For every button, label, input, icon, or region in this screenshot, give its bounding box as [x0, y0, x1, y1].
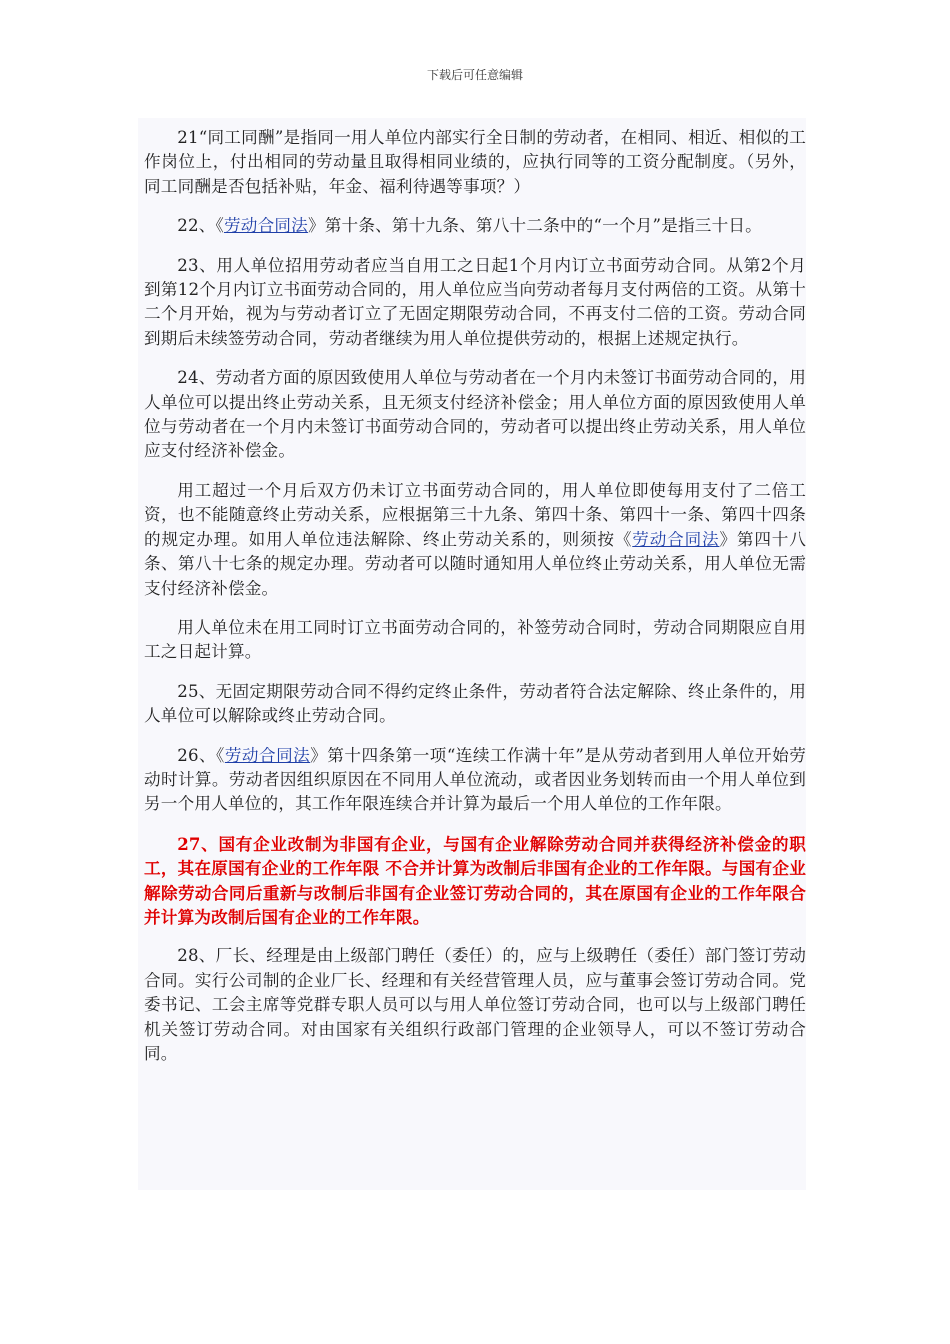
paragraph-22	[144, 214, 806, 238]
paragraph-24b-prefix: 用工超过一个月后双方仍未订立书面劳动合同的，用人单位即使每用支付了二倍工资，也不能随意终止劳动关系，应根据第三十九条、第四十条、第四十一条、第四十四条的规定办理。如用人单位违法解除、终止劳动关系的，则须按《	[144, 480, 806, 549]
paragraph-22-suffix: 》第十条、第十九条、第八十二条中的“一个月”是指三十日。	[307, 216, 762, 236]
labor-contract-law-link[interactable]: 劳动合同法	[224, 216, 308, 236]
paragraph-25: 25、无固定期限劳动合同不得约定终止条件，劳动者符合法定解除、终止条件的，用人单位可以解除或终止劳动合同。	[144, 681, 806, 726]
document-body	[138, 118, 806, 1190]
paragraph-21: 21“同工同酬”是指同一用人单位内部实行全日制的劳动者，在相同、相近、相似的工作岗位上，付出相同的劳动量且取得相同业绩的，应执行同等的工资分配制度。（另外，同工同酬是否包括补贴，年金、福利待遇等事项？）	[144, 128, 806, 196]
paragraph-23: 23、用人单位招用劳动者应当自用工之日起1个月内订立书面劳动合同。从第2个月到第12个月内订立书面劳动合同的，用人单位应当向劳动者每月支付两倍的工资。从第十二个月开始，视为与劳动者订立了无固定期限劳动合同，不再支付二倍的工资。劳动合同到期后未续签劳动合同，劳动者继续为用人单位提供劳动的，根据上述规定执行。	[144, 255, 806, 348]
paragraph-24b-suffix: 》第四十八条、第八十七条的规定办理。劳动者可以随时通知用人单位终止劳动关系，用人单位无需支付经济补偿金。	[144, 529, 807, 598]
paragraph-26-prefix: 26、《	[177, 745, 225, 765]
paragraph-24-supplement: 用人单位未在用工同时订立书面劳动合同的，补签劳动合同时，劳动合同期限应自用工之日起计算。	[144, 617, 806, 662]
paragraph-22-prefix: 22、《	[177, 216, 224, 236]
paragraph-26-suffix: 》第十四条第一项“连续工作满十年”是从劳动者到用人单位开始劳动时计算。劳动者因组织原因在不同用人单位流动，或者因业务划转而由一个用人单位到另一个用人单位的，其工作年限连续合并计算为最后一个用人单位的工作年限。	[144, 745, 807, 814]
paragraph-26	[144, 744, 806, 817]
paragraph-27-highlighted: 27、国有企业改制为非国有企业，与国有企业解除劳动合同并获得经济补偿金的职工，其在原国有企业的工作年限 不合并计算为改制后非国有企业的工作年限。与国有企业解除劳动合同后重新与改制后非国有企业签订劳动合同的，其在原国有企业的工作年限合并计算为改制后国有企业的工作年限。	[144, 833, 806, 927]
paragraph-24-continued	[144, 479, 806, 601]
labor-contract-law-link[interactable]: 劳动合同法	[224, 745, 311, 765]
labor-contract-law-link[interactable]: 劳动合同法	[632, 529, 720, 549]
page-header: 下载后可任意编辑	[426, 68, 523, 82]
paragraph-28: 28、厂长、经理是由上级部门聘任（委任）的，应与上级聘任（委任）部门签订劳动合同。实行公司制的企业厂长、经理和有关经营管理人员，应与董事会签订劳动合同。党委书记、工会主席等党群专职人员可以与用人单位签订劳动合同，也可以与上级部门聘任机关签订劳动合同。对由国家有关组织行政部门管理的企业领导人，可以不签订劳动合同。	[144, 946, 806, 1063]
paragraph-24: 24、劳动者方面的原因致使用人单位与劳动者在一个月内未签订书面劳动合同的，用人单位可以提出终止劳动关系，且无须支付经济补偿金；用人单位方面的原因致使用人单位与劳动者在一个月内未签订书面劳动合同的，劳动者可以提出终止劳动关系，用人单位应支付经济补偿金。	[144, 368, 806, 461]
